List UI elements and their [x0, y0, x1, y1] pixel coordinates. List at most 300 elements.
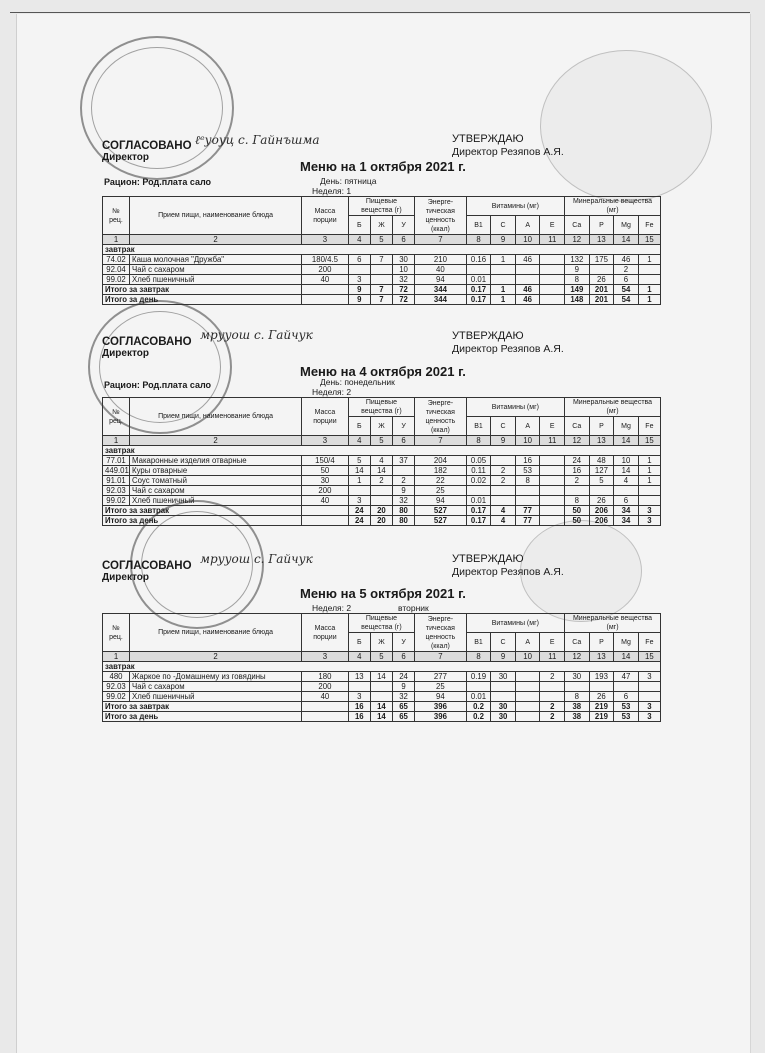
- total-cell: 3: [638, 712, 660, 722]
- col-header-mass: Масса порции: [302, 614, 349, 652]
- column-number-row: [103, 652, 661, 662]
- col-subheader: В1: [466, 417, 491, 436]
- column-number: 6: [392, 652, 414, 662]
- table-cell: 210: [415, 255, 467, 265]
- table-cell: 6: [614, 496, 639, 506]
- col-subheader: Ж: [370, 633, 392, 652]
- table-cell: 22: [415, 476, 467, 486]
- utv-label: УТВЕРЖДАЮ: [452, 133, 524, 145]
- column-number: 12: [565, 235, 590, 245]
- table-cell: 46: [515, 255, 540, 265]
- table-row: [103, 672, 661, 682]
- column-number: 14: [614, 235, 639, 245]
- utv-label: УТВЕРЖДАЮ: [452, 330, 524, 342]
- col-subheader: Mg: [614, 633, 639, 652]
- col-subheader: Р: [589, 417, 614, 436]
- table-cell: 92.03: [103, 486, 130, 496]
- total-cell: 65: [392, 712, 414, 722]
- table-cell: 1: [638, 476, 660, 486]
- table-cell: [540, 476, 565, 486]
- total-cell: 219: [589, 712, 614, 722]
- table-cell: 2: [370, 476, 392, 486]
- total-cell: 65: [392, 702, 414, 712]
- total-cell: 1: [491, 295, 516, 305]
- table-cell: [370, 682, 392, 692]
- total-cell: 20: [370, 506, 392, 516]
- total-cell: 38: [565, 712, 590, 722]
- table-cell: [515, 682, 540, 692]
- ration-label: Рацион: Род.плата сало: [104, 177, 212, 187]
- column-number: 15: [638, 235, 660, 245]
- table-cell: 24: [565, 456, 590, 466]
- col-subheader: Са: [565, 633, 590, 652]
- table-cell: Жаркое по -Домашнему из говядины: [130, 672, 302, 682]
- col-subheader: В1: [466, 216, 491, 235]
- table-cell: 4: [614, 476, 639, 486]
- col-subheader: Mg: [614, 216, 639, 235]
- table-cell: [540, 486, 565, 496]
- table-cell: [540, 255, 565, 265]
- col-subheader: С: [491, 216, 516, 235]
- table-cell: 0.05: [466, 456, 491, 466]
- total-cell: [302, 712, 349, 722]
- col-header-minerals: Минеральные вещества (мг): [565, 614, 661, 633]
- col-subheader: А: [515, 216, 540, 235]
- column-number: 15: [638, 436, 660, 446]
- table-cell: 26: [589, 275, 614, 285]
- column-number: 5: [370, 436, 392, 446]
- col-subheader: Б: [348, 633, 370, 652]
- table-cell: [565, 682, 590, 692]
- total-breakfast-row: [103, 285, 661, 295]
- total-cell: 24: [348, 516, 370, 526]
- column-number: 13: [589, 436, 614, 446]
- table-cell: [515, 265, 540, 275]
- sogl-label: СОГЛАСОВАНО: [102, 336, 192, 348]
- header-row: [103, 614, 661, 633]
- col-subheader: Mg: [614, 417, 639, 436]
- total-cell: 219: [589, 702, 614, 712]
- director-right: Директор Резяпов А.Я.: [452, 343, 564, 355]
- total-cell: 396: [415, 702, 467, 712]
- column-number: 2: [130, 652, 302, 662]
- column-number: 11: [540, 652, 565, 662]
- col-subheader: А: [515, 633, 540, 652]
- table-cell: Хлеб пшеничный: [130, 496, 302, 506]
- table-cell: [589, 486, 614, 496]
- col-header-nutrients: Пищевые вещества (г): [348, 614, 414, 633]
- table-cell: 1: [638, 466, 660, 476]
- table-row: [103, 476, 661, 486]
- total-cell: 9: [348, 295, 370, 305]
- table-cell: 0.11: [466, 466, 491, 476]
- column-number: 7: [415, 436, 467, 446]
- table-cell: [638, 486, 660, 496]
- table-cell: 4: [370, 456, 392, 466]
- table-cell: 8: [565, 275, 590, 285]
- table-cell: [614, 682, 639, 692]
- col-header-energy: Энерге-тическая ценность (ккал): [415, 614, 467, 652]
- day-label: День: понедельник: [320, 377, 395, 387]
- total-cell: 527: [415, 516, 467, 526]
- col-subheader: Е: [540, 216, 565, 235]
- table-cell: 40: [302, 692, 349, 702]
- total-cell: 201: [589, 285, 614, 295]
- signature: мрууош c. Гайчук: [200, 552, 313, 566]
- table-row: [103, 486, 661, 496]
- table-cell: [491, 692, 516, 702]
- table-cell: Чай с сахаром: [130, 486, 302, 496]
- total-cell: 72: [392, 285, 414, 295]
- table-cell: 180/4.5: [302, 255, 349, 265]
- top-rule: [10, 12, 750, 13]
- table-cell: 77.01: [103, 456, 130, 466]
- column-number: 10: [515, 652, 540, 662]
- total-cell: 53: [614, 702, 639, 712]
- table-cell: [466, 682, 491, 692]
- table-cell: 92.04: [103, 265, 130, 275]
- table-cell: Соус томатный: [130, 476, 302, 486]
- director-right: Директор Резяпов А.Я.: [452, 146, 564, 158]
- total-cell: 24: [348, 506, 370, 516]
- section-label: завтрак: [103, 662, 661, 672]
- total-cell: 50: [565, 516, 590, 526]
- table-cell: 32: [392, 692, 414, 702]
- table-cell: [540, 265, 565, 275]
- menu-title: Меню на 4 октября 2021 г.: [300, 364, 466, 379]
- menu-title: Меню на 1 октября 2021 г.: [300, 159, 466, 174]
- total-cell: 80: [392, 516, 414, 526]
- table-cell: 94: [415, 692, 467, 702]
- table-cell: 2: [540, 672, 565, 682]
- col-header-rec: № рец.: [103, 197, 130, 235]
- column-number: 8: [466, 652, 491, 662]
- table-cell: 3: [348, 496, 370, 506]
- total-cell: 1: [638, 295, 660, 305]
- col-header-energy: Энерге-тическая ценность (ккал): [415, 197, 467, 235]
- total-cell: 0.17: [466, 285, 491, 295]
- table-cell: 40: [415, 265, 467, 275]
- table-row: [103, 456, 661, 466]
- table-cell: 182: [415, 466, 467, 476]
- total-cell: Итого за завтрак: [103, 702, 302, 712]
- total-cell: Итого за день: [103, 295, 302, 305]
- column-number: 1: [103, 235, 130, 245]
- total-cell: 0.17: [466, 516, 491, 526]
- column-number: 4: [348, 436, 370, 446]
- table-cell: 40: [302, 275, 349, 285]
- total-breakfast-row: [103, 702, 661, 712]
- table-row: [103, 255, 661, 265]
- week-label: Неделя: 1: [312, 186, 352, 196]
- table-cell: 40: [302, 496, 349, 506]
- table-cell: 50: [302, 466, 349, 476]
- table-cell: 99.02: [103, 275, 130, 285]
- table-cell: 0.02: [466, 476, 491, 486]
- column-number: 13: [589, 235, 614, 245]
- total-cell: 46: [515, 285, 540, 295]
- table-row: [103, 265, 661, 275]
- total-cell: 7: [370, 295, 392, 305]
- table-cell: 127: [589, 466, 614, 476]
- column-number-row: [103, 235, 661, 245]
- total-cell: 7: [370, 285, 392, 295]
- col-header-dish: Прием пищи, наименование блюда: [130, 614, 302, 652]
- total-cell: 0.2: [466, 712, 491, 722]
- table-cell: [370, 496, 392, 506]
- col-subheader: У: [392, 417, 414, 436]
- total-cell: 0.2: [466, 702, 491, 712]
- table-cell: 10: [392, 265, 414, 275]
- column-number: 3: [302, 235, 349, 245]
- column-number: 9: [491, 652, 516, 662]
- col-header-nutrients: Пищевые вещества (г): [348, 197, 414, 216]
- total-cell: [540, 285, 565, 295]
- col-header-dish: Прием пищи, наименование блюда: [130, 197, 302, 235]
- header-row: [103, 197, 661, 216]
- ration-label: Рацион: Род.плата сало: [104, 380, 212, 390]
- table-cell: [348, 486, 370, 496]
- menu-table: [102, 613, 661, 722]
- table-cell: 26: [589, 496, 614, 506]
- table-cell: 3: [348, 692, 370, 702]
- column-number: 1: [103, 436, 130, 446]
- sogl-label: СОГЛАСОВАНО: [102, 140, 192, 152]
- column-number: 10: [515, 436, 540, 446]
- table-cell: [370, 692, 392, 702]
- section-label: завтрак: [103, 245, 661, 255]
- total-cell: 34: [614, 516, 639, 526]
- col-subheader: Ж: [370, 216, 392, 235]
- table-cell: 200: [302, 265, 349, 275]
- total-cell: 14: [370, 702, 392, 712]
- table-cell: 24: [392, 672, 414, 682]
- table-cell: 132: [565, 255, 590, 265]
- table-cell: 9: [392, 682, 414, 692]
- col-subheader: Е: [540, 633, 565, 652]
- total-cell: [302, 516, 349, 526]
- table-cell: 13: [348, 672, 370, 682]
- total-cell: 53: [614, 712, 639, 722]
- total-cell: 344: [415, 285, 467, 295]
- total-cell: 3: [638, 516, 660, 526]
- table-cell: 1: [491, 255, 516, 265]
- table-cell: 32: [392, 275, 414, 285]
- col-subheader: Ж: [370, 417, 392, 436]
- table-cell: Каша молочная "Дружба": [130, 255, 302, 265]
- table-cell: Чай с сахаром: [130, 682, 302, 692]
- column-number: 7: [415, 652, 467, 662]
- table-cell: [491, 682, 516, 692]
- table-cell: 1: [638, 255, 660, 265]
- column-number: 2: [130, 436, 302, 446]
- total-cell: 527: [415, 506, 467, 516]
- total-cell: [515, 712, 540, 722]
- table-cell: 48: [589, 456, 614, 466]
- total-cell: 30: [491, 702, 516, 712]
- table-cell: [540, 456, 565, 466]
- col-subheader: У: [392, 216, 414, 235]
- table-cell: 8: [515, 476, 540, 486]
- col-subheader: А: [515, 417, 540, 436]
- total-day-row: [103, 516, 661, 526]
- utv-label: УТВЕРЖДАЮ: [452, 553, 524, 565]
- col-header-minerals: Минеральные вещества (мг): [565, 197, 661, 216]
- total-day-row: [103, 295, 661, 305]
- column-number: 15: [638, 652, 660, 662]
- col-header-mass: Масса порции: [302, 398, 349, 436]
- table-cell: 30: [565, 672, 590, 682]
- total-cell: 396: [415, 712, 467, 722]
- total-cell: 2: [540, 702, 565, 712]
- day-label: День: пятница: [320, 176, 377, 186]
- table-cell: [515, 496, 540, 506]
- table-cell: 14: [614, 466, 639, 476]
- column-number: 3: [302, 652, 349, 662]
- table-cell: [491, 456, 516, 466]
- col-subheader: Р: [589, 216, 614, 235]
- table-cell: [491, 496, 516, 506]
- total-cell: 206: [589, 506, 614, 516]
- col-subheader: У: [392, 633, 414, 652]
- table-cell: 175: [589, 255, 614, 265]
- table-cell: 94: [415, 496, 467, 506]
- menu-title: Меню на 5 октября 2021 г.: [300, 586, 466, 601]
- column-number: 1: [103, 652, 130, 662]
- table-cell: 5: [348, 456, 370, 466]
- table-cell: 3: [638, 672, 660, 682]
- total-cell: 14: [370, 712, 392, 722]
- table-cell: [370, 486, 392, 496]
- day-label: вторник: [398, 603, 429, 613]
- table-cell: [515, 692, 540, 702]
- total-cell: 16: [348, 712, 370, 722]
- table-cell: [515, 672, 540, 682]
- table-cell: 2: [491, 476, 516, 486]
- total-cell: 77: [515, 506, 540, 516]
- table-cell: [515, 275, 540, 285]
- total-breakfast-row: [103, 506, 661, 516]
- total-cell: [302, 506, 349, 516]
- total-day-row: [103, 712, 661, 722]
- director-left: Директор: [102, 572, 149, 583]
- table-cell: [638, 692, 660, 702]
- total-cell: 20: [370, 516, 392, 526]
- table-cell: Куры отварные: [130, 466, 302, 476]
- total-cell: 77: [515, 516, 540, 526]
- total-cell: 38: [565, 702, 590, 712]
- table-cell: 1: [348, 476, 370, 486]
- table-cell: [540, 682, 565, 692]
- table-cell: [466, 265, 491, 275]
- column-number: 8: [466, 235, 491, 245]
- section-row: [103, 446, 661, 456]
- table-cell: 0.01: [466, 496, 491, 506]
- column-number: 13: [589, 652, 614, 662]
- total-cell: 1: [638, 285, 660, 295]
- column-number: 14: [614, 652, 639, 662]
- column-number: 9: [491, 436, 516, 446]
- total-cell: 0.17: [466, 506, 491, 516]
- table-cell: [540, 496, 565, 506]
- header-row: [103, 398, 661, 417]
- table-cell: [540, 692, 565, 702]
- signature: мрууош c. Гайчук: [200, 328, 313, 342]
- section-label: завтрак: [103, 446, 661, 456]
- table-cell: [491, 486, 516, 496]
- total-cell: [540, 295, 565, 305]
- table-cell: 1: [638, 456, 660, 466]
- table-cell: [491, 275, 516, 285]
- total-cell: 72: [392, 295, 414, 305]
- table-cell: 16: [565, 466, 590, 476]
- column-number: 14: [614, 436, 639, 446]
- col-subheader: Fe: [638, 216, 660, 235]
- table-cell: 150/4: [302, 456, 349, 466]
- table-cell: 32: [392, 496, 414, 506]
- table-cell: 200: [302, 682, 349, 692]
- total-cell: 148: [565, 295, 590, 305]
- table-cell: Хлеб пшеничный: [130, 275, 302, 285]
- table-cell: [638, 275, 660, 285]
- column-number: 4: [348, 235, 370, 245]
- table-cell: 99.02: [103, 496, 130, 506]
- total-cell: 1: [491, 285, 516, 295]
- total-cell: 3: [638, 702, 660, 712]
- table-cell: [589, 265, 614, 275]
- table-cell: 92.03: [103, 682, 130, 692]
- column-number: 10: [515, 235, 540, 245]
- table-cell: 204: [415, 456, 467, 466]
- table-cell: 14: [370, 672, 392, 682]
- total-cell: [540, 506, 565, 516]
- table-cell: 200: [302, 486, 349, 496]
- section-row: [103, 245, 661, 255]
- table-cell: 0.19: [466, 672, 491, 682]
- column-number: 3: [302, 436, 349, 446]
- table-row: [103, 496, 661, 506]
- total-cell: [302, 285, 349, 295]
- column-number: 6: [392, 436, 414, 446]
- table-cell: 74.02: [103, 255, 130, 265]
- table-cell: [638, 265, 660, 275]
- table-cell: 14: [348, 466, 370, 476]
- table-cell: 46: [614, 255, 639, 265]
- table-cell: [370, 275, 392, 285]
- table-cell: 26: [589, 692, 614, 702]
- table-cell: 9: [565, 265, 590, 275]
- col-header-nutrients: Пищевые вещества (г): [348, 398, 414, 417]
- total-cell: Итого за день: [103, 712, 302, 722]
- table-cell: 30: [392, 255, 414, 265]
- col-header-rec: № рец.: [103, 398, 130, 436]
- col-subheader: Са: [565, 417, 590, 436]
- total-cell: [515, 702, 540, 712]
- table-cell: [491, 265, 516, 275]
- col-subheader: Б: [348, 417, 370, 436]
- col-header-vitamins: Витамины (мг): [466, 398, 564, 417]
- table-cell: [565, 486, 590, 496]
- director-right: Директор Резяпов А.Я.: [452, 566, 564, 578]
- table-cell: 25: [415, 682, 467, 692]
- menu-table: [102, 196, 661, 305]
- table-cell: Макаронные изделия отварные: [130, 456, 302, 466]
- table-cell: [348, 682, 370, 692]
- table-cell: 47: [614, 672, 639, 682]
- total-cell: 50: [565, 506, 590, 516]
- table-cell: 277: [415, 672, 467, 682]
- column-number: 11: [540, 436, 565, 446]
